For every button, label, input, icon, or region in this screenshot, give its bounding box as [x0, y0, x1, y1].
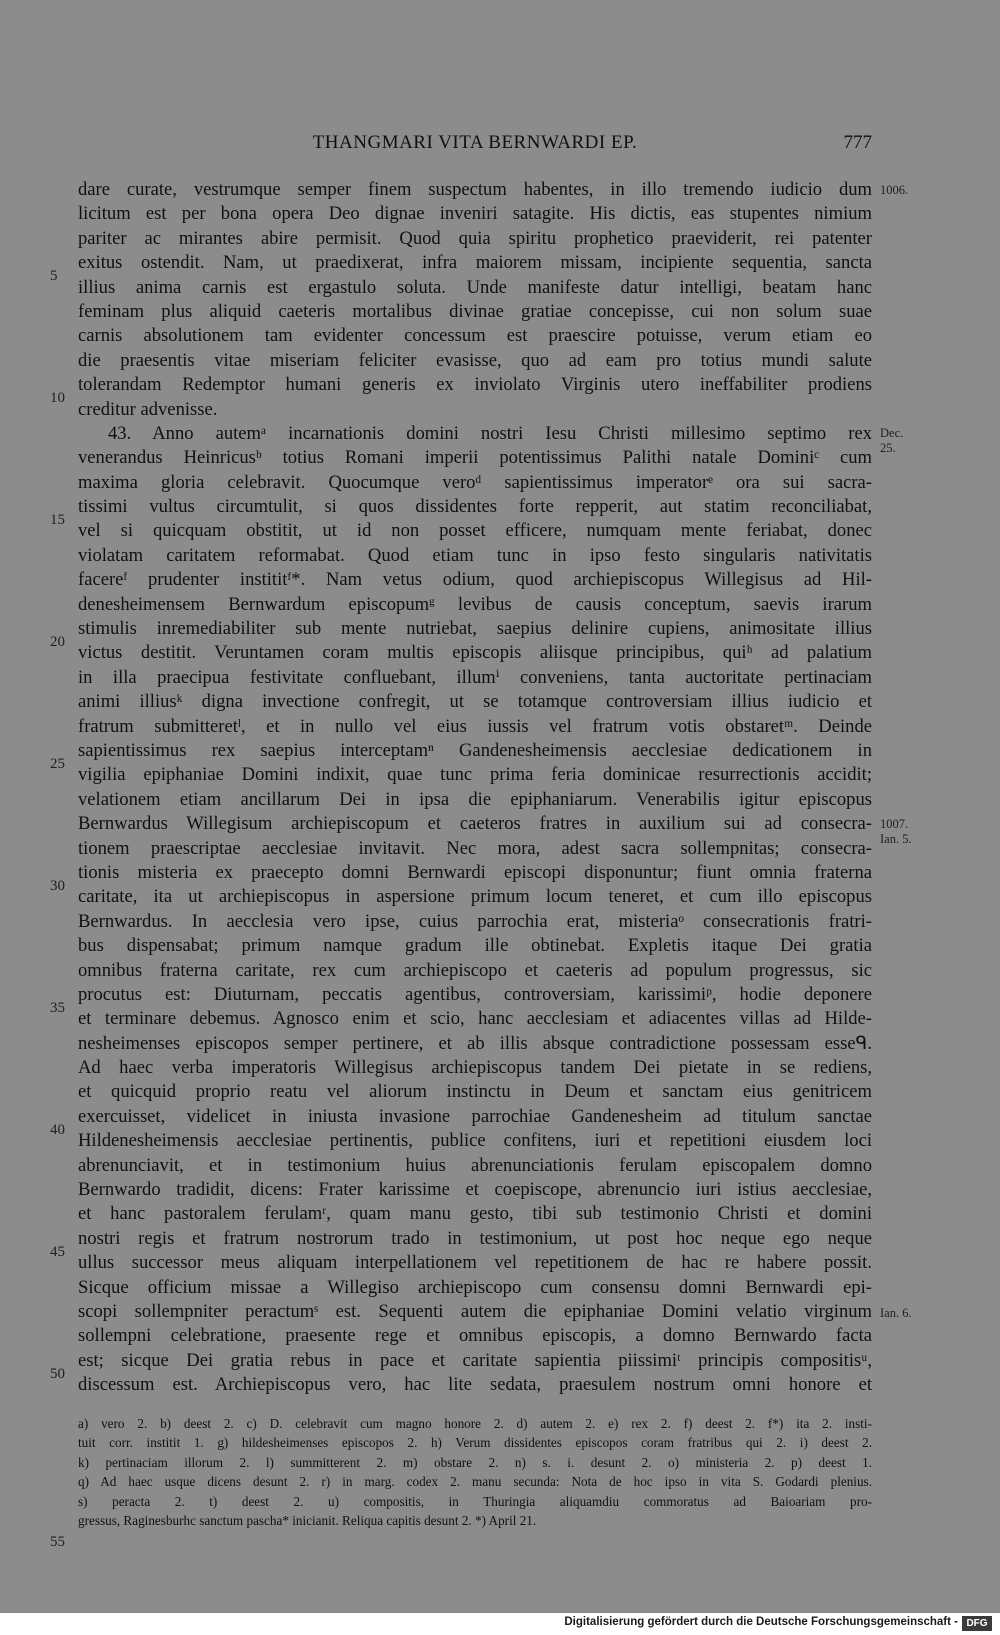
text-line: dare curate, vestrumque semper finem suspectum habentes, in illo tremendo iudicio dum	[78, 179, 872, 200]
text-line: feminam plus aliquid caeteris mortalibus divinae gratiae concepisse, cui non solum suae	[78, 300, 872, 322]
line-number: 20	[50, 634, 65, 650]
margin-date: 1007.	[880, 817, 909, 831]
footer-bar	[0, 1613, 1000, 1635]
text-line: et quicquid proprio reatu vel aliorum instinctu in Deum et sanctam eius genitricem	[78, 1081, 872, 1103]
footer-text: Digitalisierung gefördert durch die Deutsche Forschungsgemeinschaft -	[564, 1616, 958, 1628]
text-line: 43. Anno autemᵃ incarnationis domini nostri Iesu Christi millesimo septimo rex	[108, 422, 872, 444]
line-number: 40	[50, 1122, 65, 1138]
line-number: 5	[50, 268, 58, 284]
text-line: scopi sollempniter peractumˢ est. Sequenti autem die epiphaniae Domini velatio virginum	[78, 1300, 872, 1322]
footnote-line: q) Ad haec usque dicens desunt 2. r) in marg. codex 2. manu secunda: Nota de hoc ipso in vita S. Godardi plenius.	[78, 1474, 872, 1490]
text-line: violatam caritatem reformabat. Quod etiam tunc in ipso festo singularis nativitatis	[78, 544, 872, 566]
text-line: bus dispensabat; primum namque gradum ille obtinebat. Expletis itaque Dei gratia	[78, 935, 872, 957]
text-line: ullus successor meus aliquam interpellationem vel repetitionem de hac re habere possit.	[78, 1252, 872, 1274]
footnote-line: k) pertinaciam illorum 2. l) summitterent 2. m) obstare 2. n) s. i. desunt 2. o) ministeria 2. p) deest 1.	[78, 1454, 872, 1470]
page-number: 777	[843, 132, 872, 153]
text-line: die praesentis vitae miseriam feliciter evasisse, quo ad eam pro totius mundi salute	[78, 349, 872, 371]
text-line: in illa praecipua festivitate confluebant, illumⁱ conveniens, tanta auctoritate pertinaciam	[78, 666, 872, 688]
text-line: carnis absolutionem tam evidenter concessum est praescire potuisse, verum etiam eo	[78, 325, 872, 347]
text-line: tissimi vultus circumtulit, si quos dissidentes forte repperit, aut statim reconciliabat,	[78, 496, 872, 518]
text-line: sollempni celebratione, praesente rege et omnibus episcopis, a domno Bernwardo facta	[78, 1325, 872, 1347]
line-number: 25	[50, 756, 65, 772]
text-line: vel si quicquam obstitit, ut id non posset efficere, numquam mente feriabat, donec	[78, 520, 872, 542]
text-line: discessum est. Archiepiscopus vero, hac lite sedata, praesulem nostrum omni honore et	[78, 1374, 872, 1396]
text-line: tionem praescriptae aecclesiae invitavit. Nec mora, adest sacra sollempnitas; consecra-	[78, 837, 872, 859]
text-line: Bernwardus. In aecclesia vero ipse, cuius parrochia erat, misteriaᵒ consecrationis fratri-	[78, 910, 872, 932]
margin-date: 1006.	[880, 183, 909, 197]
text-line: et hanc pastoralem ferulamʳ, quam manu gesto, tibi sub testimonio Christi et domini	[78, 1203, 872, 1225]
text-line: facereᶠ prudenter instititᶠ*. Nam vetus odium, quod archiepiscopus Willegisus ad Hil-	[78, 569, 872, 591]
footnote-line: a) vero 2. b) deest 2. c) D. celebravit cum magno honore 2. d) autem 2. e) rex 2. f) deest 2. f*) ita 2. insti-	[78, 1416, 872, 1431]
text-line: stimulis inremediabiliter sub mente nutriebat, saepius delinire cupiens, animositate illius	[78, 618, 872, 640]
text-line: exercuisset, videlicet in iniusta invasione parrochiae Gandenesheim ad titulum sanctae	[78, 1105, 872, 1127]
text-line: Bernwardus Willegisum archiepiscopum et caeteros fratres in auxilium sui ad consecra-	[78, 813, 872, 835]
text-line: est; sicque Dei gratia rebus in pace et caritate sapientia piissimiᵗ principis compositisᵘ,	[78, 1349, 872, 1371]
running-header	[78, 132, 872, 162]
text-line: Ad haec verba imperatoris Willegisus archiepiscopus tandem Dei pietate in se rediens,	[78, 1057, 872, 1079]
text-line: caritate, ita ut archiepiscopus in aspersione primum locum teneret, et cum illo episcopus	[78, 886, 872, 908]
footnote-line: tuit corr. institit 1. g) hildesheimenses episcopos 2. h) Verum dissidentes episcopos coram fratribus qui 2. i) deest 2.	[78, 1435, 872, 1451]
text-line: licitum est per bona opera Deo dignae inveniri satagite. His dictis, eas stupentes nimium	[78, 203, 872, 225]
text-line: sapientissimus rex saepius interceptamⁿ Gandenesheimensis aecclesiae dedicationem in	[78, 739, 872, 761]
line-number: 10	[50, 390, 65, 406]
main-text	[78, 178, 872, 1398]
text-line: procutus est: Diuturnam, peccatis agentibus, controversiam, karissimiᵖ, hodie deponere	[78, 983, 872, 1005]
text-line: nesheimenses episcopos semper pertinere, et ab illis absque contradictione possessam esseᑫ.	[78, 1032, 872, 1054]
text-line: omnibus fraterna caritate, rex cum archiepiscopo et caeteris ad populum progressus, sic	[78, 959, 872, 981]
dfg-logo: DFG	[962, 1616, 992, 1631]
text-line: fratrum submitteretˡ, et in nullo vel eius iussis vel fratrum votis obstaretᵐ. Deinde	[78, 715, 872, 737]
margin-date: Dec.	[880, 426, 904, 440]
margin-date: 25.	[880, 441, 896, 455]
line-number: 15	[50, 512, 65, 528]
text-line: denesheimensem Bernwardum episcopumᵍ levibus de causis conceptum, saevis irarum	[78, 593, 872, 615]
footnote-line: gressus, Raginesburhc sanctum pascha* inicianit. Reliqua capitis desunt 2. *) April 21.	[78, 1512, 537, 1528]
text-line: abrenunciavit, et in testimonium huius abrenunciationis ferulam episcopalem domno	[78, 1154, 872, 1176]
text-line: Bernwardo tradidit, dicens: Frater karissime et coepiscope, abrenuncio iuri istius aecclesiae,	[78, 1179, 872, 1201]
text-line: tolerandam Redemptor humani generis ex inviolato Virginis utero ineffabiliter prodiens	[78, 374, 872, 396]
text-line: venerandus Heinricusᵇ totius Romani imperii potentissimus Palithi natale Dominiᶜ cum	[78, 447, 872, 469]
line-number: 45	[50, 1244, 65, 1260]
line-number: 50	[50, 1366, 65, 1382]
text-line: tionis misteria ex praecepto domni Bernwardi episcopi disponuntur; fiunt omnia fraterna	[78, 861, 872, 883]
margin-date: Ian. 6.	[880, 1306, 912, 1320]
text-line: velationem etiam ancillarum Dei in ipsa die epiphaniarum. Venerabilis igitur episcopus	[78, 788, 872, 810]
text-line: exitus ostendit. Nam, ut praedixerat, infra maiorem missam, incipiente sequentia, sancta	[78, 252, 872, 274]
text-line: creditur advenisse.	[78, 398, 218, 420]
line-number: 55	[50, 1534, 65, 1550]
line-number: 30	[50, 878, 65, 894]
footnote-line: s) peracta 2. t) deest 2. u) compositis, in Thuringia aliquamdiu commoratus ad Baioariam pro-	[78, 1493, 872, 1509]
page-header-title: THANGMARI VITA BERNWARDI EP.	[312, 132, 638, 153]
text-line: animi illiusᵏ digna invectione confregit, ut se totamque controversiam illius iudicio et	[78, 691, 872, 713]
text-line: Hildenesheimensis aecclesiae pertinentis, publice confitens, iuri et repetitioni eiusdem loci	[78, 1130, 872, 1152]
text-line: vigilia epiphaniae Domini indixit, quae tunc prima feria dominicae resurrectionis accidit;	[78, 764, 872, 786]
footnotes	[78, 1414, 872, 1530]
text-line: et terminare debemus. Agnosco enim et scio, hanc aecclesiam et adiacentes villas ad Hilde-	[78, 1008, 872, 1030]
text-line: victus destitit. Veruntamen coram multis episcopis aliisque principibus, quiʰ ad palatium	[78, 642, 872, 664]
text-line: illius anima carnis est ergastulo soluta. Unde manifeste datur intelligi, beatam hanc	[78, 276, 872, 298]
text-line: pariter ac mirantes abire permisit. Quod quia spiritu prophetico praeviderit, rei patenter	[78, 227, 872, 249]
line-number: 35	[50, 1000, 65, 1016]
text-line: nostri regis et fratrum nostrorum trado in testimonium, ut post hoc neque ego neque	[78, 1227, 872, 1249]
margin-date: Ian. 5.	[880, 832, 912, 846]
text-line: maxima gloria celebravit. Quocumque veroᵈ sapientissimus imperatorᵉ ora sui sacra-	[78, 471, 872, 493]
text-line: Sicque officium missae a Willegiso archiepiscopo cum consensu domni Bernwardi epi-	[78, 1276, 872, 1298]
